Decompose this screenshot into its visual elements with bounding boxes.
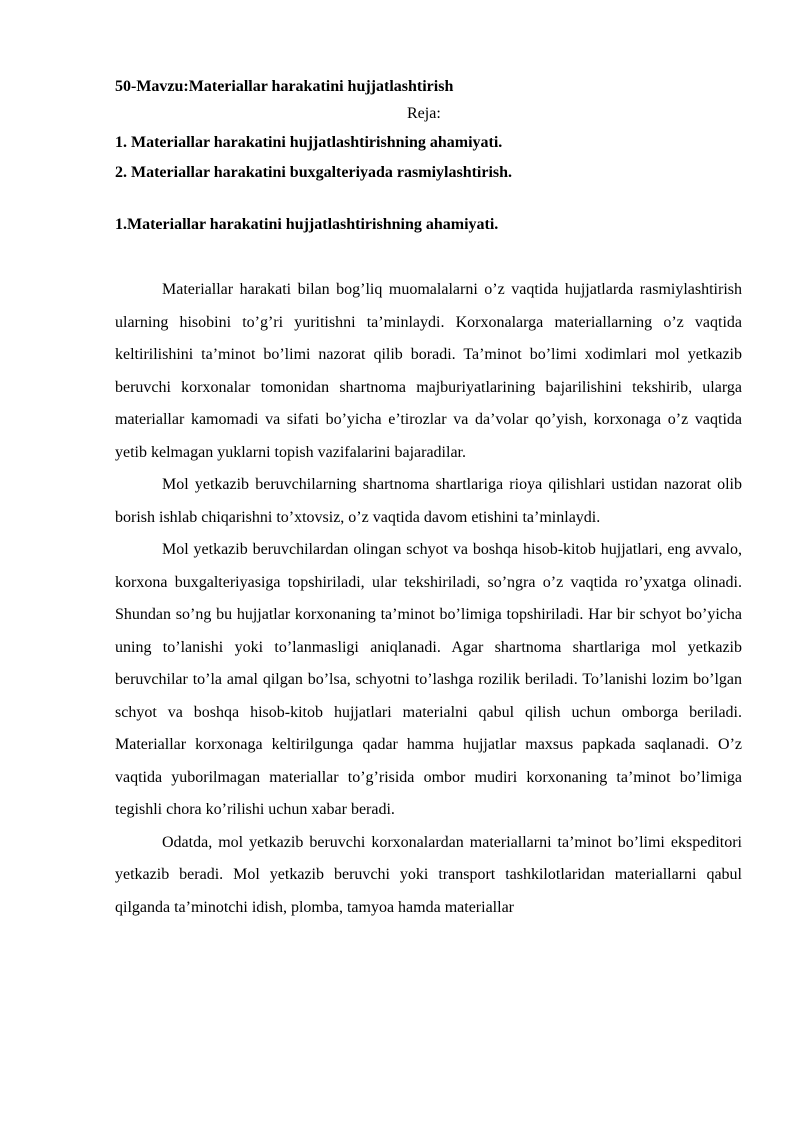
section-heading: 1.Materiallar harakatini hujjatlashtirishning ahamiyati.: [115, 216, 499, 233]
body-text: [115, 274, 742, 924]
paragraph-1: Materiallar harakati bilan bog’liq muomalalarni o’z vaqtida hujjatlarda rasmiylashtirish ularning hisobini to’g’ri yuritishni ta’minlaydi. Korxonalarga materiallarning o’z vaqtida keltirilishini ta’minot bo’limi nazorat qilib boradi. Ta’minot bo’limi xodimlari mol yetkazib beruvchi korxonalar tomonidan shartnoma majburiyatlarining bajarilishini tekshirib, ularga materiallar kamomadi va sifati bo’yicha e’tirozlar va da’volar qo’yish, korxonaga o’z vaqtida yetib kelmagan yuklarni topish vazifalarini bajaradilar.: [115, 281, 742, 461]
plan-label: Reja:: [407, 105, 441, 122]
document-page: [115, 74, 742, 924]
paragraph-2: Mol yetkazib beruvchilarning shartnoma shartlariga rioya qilishlari ustidan nazorat olib borish ishlab chiqarishni to’xtovsiz, o’z vaqtida davom etishini ta’minlaydi.: [115, 476, 742, 526]
paragraph-4: Odatda, mol yetkazib beruvchi korxonalardan materiallarni ta’minot bo’limi ekspeditori yetkazib beradi. Mol yetkazib beruvchi yoki transport tashkilotlaridan materiallarni qabul qilganda ta’minotchi idish, plomba, tamyoa hamda materiallar: [115, 833, 742, 916]
plan-item-1: 1. Materiallar harakatini hujjatlashtirishning ahamiyati.: [115, 134, 503, 151]
plan-item-2: 2. Materiallar harakatini buxgalteriyada rasmiylashtirish.: [115, 164, 513, 181]
document-title: 50-Mavzu:Materiallar harakatini hujjatlashtirish: [115, 78, 454, 95]
paragraph-3: Mol yetkazib beruvchilardan olingan schyot va boshqa hisob-kitob hujjatlari, eng avvalo, korxona buxgalteriyasiga topshiriladi, ular tekshiriladi, so’ngra o’z vaqtida ro’yxatga olinadi. Shundan so’ng bu hujjatlar korxonaning ta’minot bo’limiga topshiriladi. Har bir schyot bo’yicha uning to’lanishi yoki to’lanmasligi aniqlanadi. Agar shartnoma shartlariga mol yetkazib beruvchilar to’la amal qilgan bo’lsa, schyotni to’lashga rozilik beriladi. To’lanishi lozim bo’lgan schyot va boshqa hisob-kitob hujjatlari materialni qabul qilish uchun omborga beriladi. Materiallar korxonaga keltirilgunga qadar hamma hujjatlar maxsus papkada saqlanadi. O’z vaqtida yuborilmagan materiallar to’g’risida ombor mudiri korxonaning ta’minot bo’limiga tegishli chora ko’rilishi uchun xabar beradi.: [115, 541, 742, 818]
